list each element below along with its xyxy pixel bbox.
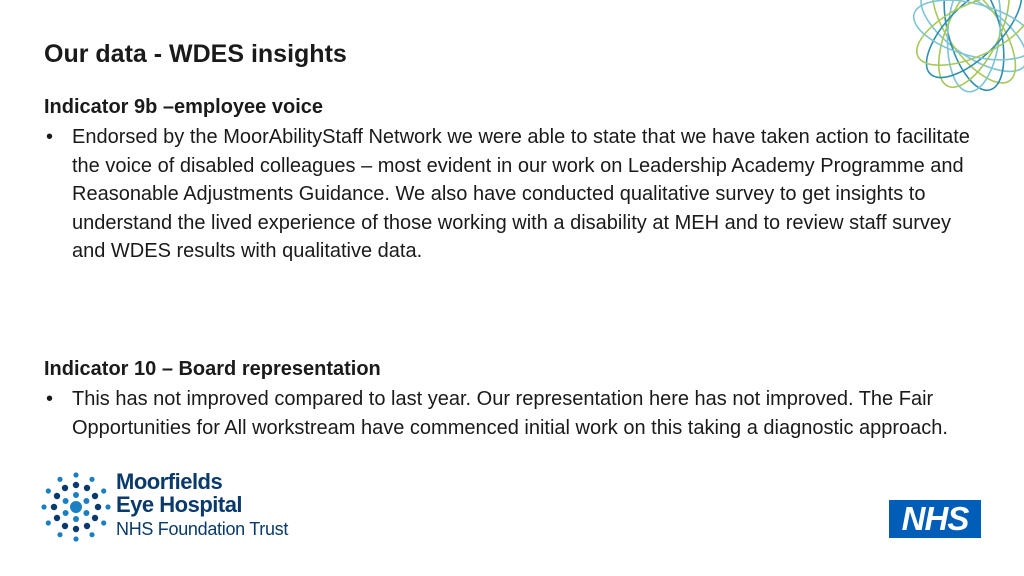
logo-line-2: Eye Hospital bbox=[116, 492, 243, 517]
nhs-badge: NHS bbox=[889, 500, 981, 538]
bullet-marker: • bbox=[46, 126, 54, 148]
moorfields-logo bbox=[40, 471, 310, 546]
page-title: Our data - WDES insights bbox=[44, 40, 347, 68]
bullet-text: This has not improved compared to last year. Our representation here has not improved. The Fair Opportunities for All workstream have commenced initial work on this taking a diagnostic approach. bbox=[72, 388, 948, 439]
section-indicator-10 bbox=[44, 358, 984, 442]
logo-line-3: NHS Foundation Trust bbox=[116, 519, 289, 539]
bullet-item bbox=[44, 123, 984, 266]
section-heading: Indicator 10 – Board representation bbox=[44, 358, 381, 380]
bullet-item bbox=[44, 385, 984, 442]
spirograph-decoration-icon bbox=[854, 0, 1024, 140]
sunburst-logo-icon bbox=[40, 471, 112, 543]
bullet-text: Endorsed by the MoorAbilityStaff Network we were able to state that we have taken action to facilitate the voice of disabled colleagues – most evident in our work on Leadership Academy Programme and Reasonable Adjustments Guidance. We also have conducted qualitative survey to get insights to understand the lived experience of those working with a disability at MEH and to review staff survey and WDES results with qualitative data. bbox=[72, 126, 970, 262]
section-heading: Indicator 9b –employee voice bbox=[44, 96, 323, 118]
logo-wordmark bbox=[116, 471, 288, 541]
section-indicator-9b bbox=[44, 96, 984, 266]
logo-line-1: Moorfields bbox=[116, 469, 223, 494]
bullet-marker: • bbox=[46, 388, 54, 410]
